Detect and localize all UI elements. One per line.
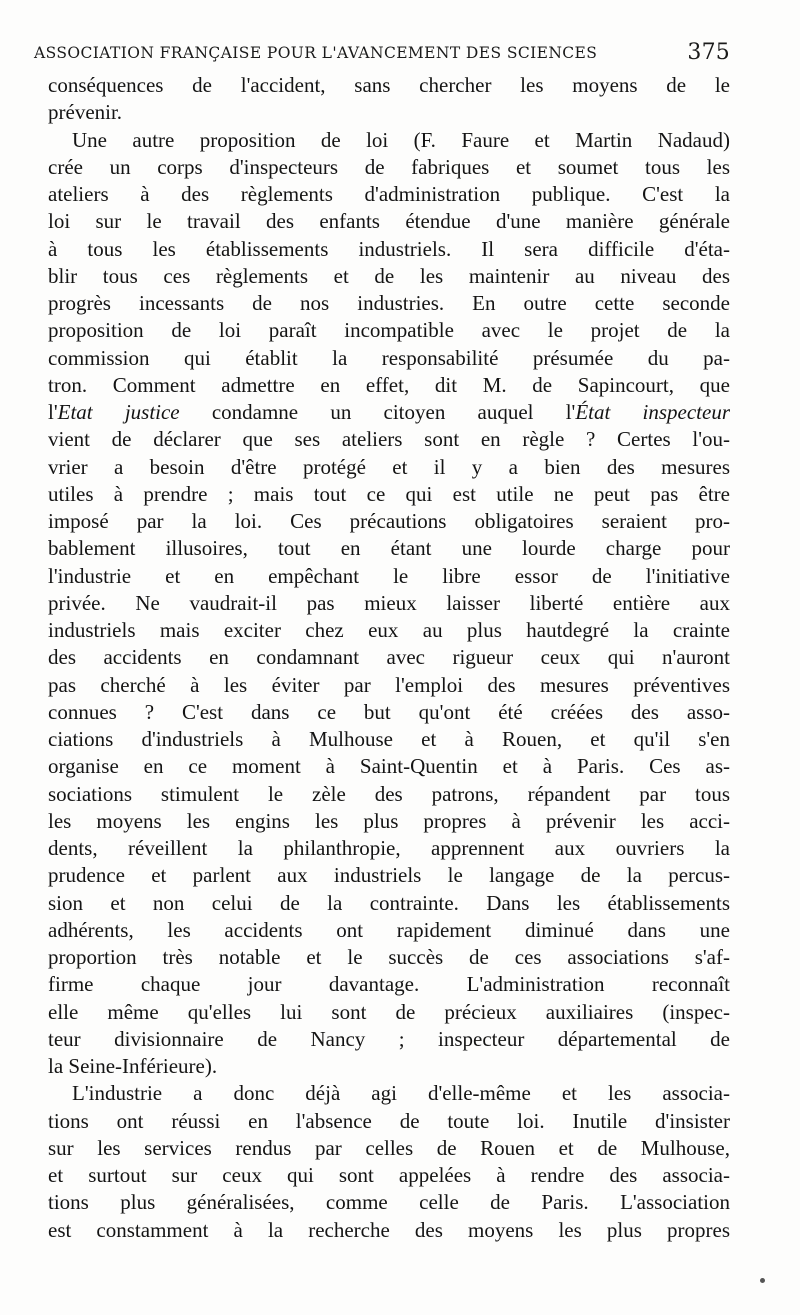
text-line: tions plus généralisées, comme celle de Paris. L'association <box>48 1190 730 1215</box>
text-line: dents, réveillent la philanthropie, apprennent aux ouvriers la <box>48 836 730 860</box>
text-line: sociations stimulent le zèle des patrons, répandent par tous <box>48 781 730 806</box>
text-line-with-italics <box>48 399 730 426</box>
text-line: ateliers à des règlements d'administration publique. C'est la <box>48 182 730 206</box>
body-text <box>48 72 730 1244</box>
italic-phrase: Etat justice <box>57 400 180 424</box>
text-line: proposition de loi paraît incompatible avec le projet de la <box>48 318 730 343</box>
text-line: Une autre proposition de loi (F. Faure et Martin Nadaud) <box>72 127 730 152</box>
text-line: sur les services rendus par celles de Rouen et de Mulhouse, <box>48 1135 730 1160</box>
text-line: organise en ce moment à Saint-Quentin et à Paris. Ces as- <box>48 754 730 779</box>
text-line: tions ont réussi en l'absence de toute loi. Inutile d'insister <box>48 1108 730 1133</box>
text-line: utiles à prendre ; mais tout ce qui est utile ne peut pas être <box>48 481 730 506</box>
text-line: teur divisionnaire de Nancy ; inspecteur départemental de <box>48 1026 730 1051</box>
text-line: sion et non celui de la contrainte. Dans les établissements <box>48 890 730 915</box>
text-line: tron. Comment admettre en effet, dit M. de Sapincourt, que <box>48 372 730 397</box>
text-line: loi sur le travail des enfants étendue d'une manière générale <box>48 209 730 234</box>
running-title: ASSOCIATION FRANÇAISE POUR L'AVANCEMENT DES SCIENCES <box>34 44 598 62</box>
page-header <box>34 36 730 70</box>
text-line: ciations d'industriels à Mulhouse et à Rouen, et qu'il s'en <box>48 727 730 751</box>
text-line: les moyens les engins les plus propres à prévenir les acci- <box>48 808 730 833</box>
text-line: l'industrie et en empêchant le libre essor de l'initiative <box>48 563 730 588</box>
text-line: conséquences de l'accident, sans chercher les moyens de le <box>48 73 730 97</box>
text-line: prudence et parlent aux industriels le langage de la percus- <box>48 863 730 888</box>
text-line: proportion très notable et le succès de ces associations s'af- <box>48 945 730 969</box>
text-line: privée. Ne vaudrait-il pas mieux laisser liberté entière aux <box>48 590 730 615</box>
line-segment: l' <box>48 400 58 424</box>
text-line: vient de déclarer que ses ateliers sont en règle ? Certes l'ou- <box>48 427 730 452</box>
text-line: et surtout sur ceux qui sont appelées à rendre des associa- <box>48 1163 730 1187</box>
ink-speck <box>760 1278 765 1283</box>
text-line: pas cherché à les éviter par l'emploi des mesures préventives <box>48 672 730 697</box>
italic-phrase: État inspecteur <box>575 400 730 424</box>
text-line: vrier a besoin d'être protégé et il y a bien des mesures <box>48 454 730 479</box>
text-line: elle même qu'elles lui sont de précieux auxiliaires (inspec- <box>48 999 730 1024</box>
text-line: commission qui établit la responsabilité présumée du pa- <box>48 345 730 370</box>
text-line: L'industrie a donc déjà agi d'elle-même et les associa- <box>72 1081 730 1106</box>
text-line: adhérents, les accidents ont rapidement diminué dans une <box>48 917 730 942</box>
text-line: bablement illusoires, tout en étant une lourde charge pour <box>48 536 730 561</box>
text-line: progrès incessants de nos industries. En outre cette seconde <box>48 291 730 315</box>
text-line: à tous les établissements industriels. Il sera difficile d'éta- <box>48 236 730 261</box>
line-segment: condamne un citoyen auquel l' <box>179 400 576 424</box>
text-line: connues ? C'est dans ce but qu'ont été créées des asso- <box>48 699 730 724</box>
text-line: prévenir. <box>48 100 123 125</box>
text-line: la Seine-Inférieure). <box>48 1054 218 1078</box>
page-number: 375 <box>687 40 730 65</box>
text-line: industriels mais exciter chez eux au plus hautdegré la crainte <box>48 618 730 642</box>
text-line: firme chaque jour davantage. L'administration reconnaît <box>48 972 730 997</box>
text-line: est constamment à la recherche des moyens les plus propres <box>48 1217 730 1242</box>
text-line: des accidents en condamnant avec rigueur ceux qui n'auront <box>48 645 730 670</box>
text-line: blir tous ces règlements et de les maintenir au niveau des <box>48 263 730 288</box>
text-line: crée un corps d'inspecteurs de fabriques et soumet tous les <box>48 154 730 179</box>
text-line: imposé par la loi. Ces précautions obligatoires seraient pro- <box>48 509 730 533</box>
